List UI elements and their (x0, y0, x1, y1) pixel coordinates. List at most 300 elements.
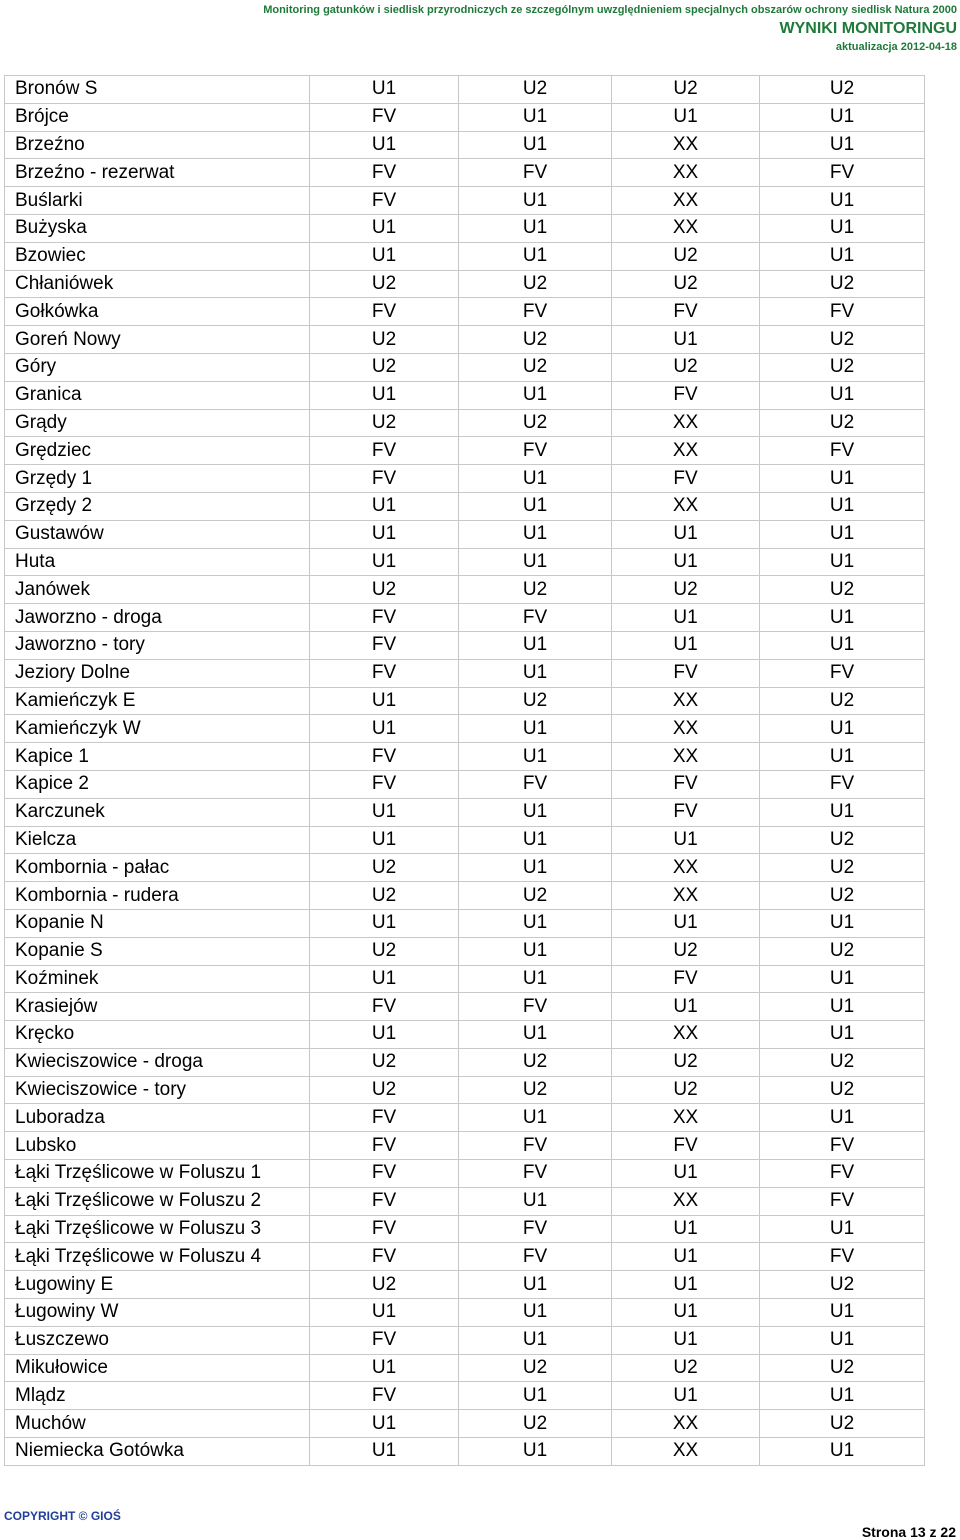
status-cell: U1 (459, 1021, 612, 1049)
status-cell: U2 (310, 270, 459, 298)
site-name-cell: Kapice 1 (5, 743, 310, 771)
table-row (5, 882, 925, 910)
status-cell: U1 (459, 715, 612, 743)
status-cell: U2 (310, 1048, 459, 1076)
status-cell: U2 (760, 326, 925, 354)
status-cell: U2 (459, 576, 612, 604)
status-cell: U2 (612, 576, 760, 604)
table-row (5, 1382, 925, 1410)
site-name-cell: Kamieńczyk W (5, 715, 310, 743)
status-cell: U1 (310, 76, 459, 104)
status-cell: XX (612, 1021, 760, 1049)
status-cell: U1 (760, 993, 925, 1021)
site-name-cell: Ługowiny W (5, 1299, 310, 1327)
site-name-cell: Niemiecka Gotówka (5, 1438, 310, 1466)
status-cell: U1 (760, 631, 925, 659)
status-cell: U1 (459, 909, 612, 937)
status-cell: U1 (459, 798, 612, 826)
status-cell: U1 (310, 242, 459, 270)
site-name-cell: Ługowiny E (5, 1271, 310, 1299)
status-cell: U2 (310, 854, 459, 882)
site-name-cell: Grędziec (5, 437, 310, 465)
status-cell: XX (612, 1187, 760, 1215)
table-row (5, 937, 925, 965)
status-cell: U1 (612, 1326, 760, 1354)
table-row (5, 409, 925, 437)
table-row (5, 1160, 925, 1188)
status-cell: FV (310, 1104, 459, 1132)
table-row (5, 548, 925, 576)
site-name-cell: Kapice 2 (5, 770, 310, 798)
status-cell: U1 (612, 993, 760, 1021)
status-cell: FV (310, 1160, 459, 1188)
status-cell: XX (612, 492, 760, 520)
table-row (5, 1438, 925, 1466)
status-cell: U1 (612, 909, 760, 937)
status-cell: XX (612, 715, 760, 743)
table-row (5, 465, 925, 493)
status-cell: U2 (760, 937, 925, 965)
status-cell: U1 (760, 131, 925, 159)
table-row (5, 159, 925, 187)
site-name-cell: Łuszczewo (5, 1326, 310, 1354)
status-cell: U1 (310, 798, 459, 826)
status-cell: XX (612, 687, 760, 715)
site-name-cell: Brójce (5, 103, 310, 131)
status-cell: FV (760, 770, 925, 798)
site-name-cell: Kombornia - rudera (5, 882, 310, 910)
status-cell: U2 (760, 1354, 925, 1382)
status-cell: U1 (459, 1326, 612, 1354)
status-cell: FV (310, 604, 459, 632)
status-cell: U1 (459, 1271, 612, 1299)
site-name-cell: Kamieńczyk E (5, 687, 310, 715)
table-row (5, 965, 925, 993)
status-cell: FV (310, 659, 459, 687)
status-cell: U2 (760, 687, 925, 715)
site-name-cell: Karczunek (5, 798, 310, 826)
site-name-cell: Grądy (5, 409, 310, 437)
status-cell: FV (760, 1160, 925, 1188)
table-row (5, 242, 925, 270)
status-cell: FV (760, 1132, 925, 1160)
status-cell: U1 (612, 548, 760, 576)
site-name-cell: Bużyska (5, 214, 310, 242)
site-name-cell: Grzędy 1 (5, 465, 310, 493)
status-cell: FV (459, 1160, 612, 1188)
status-cell: FV (310, 1326, 459, 1354)
status-cell: U2 (310, 882, 459, 910)
status-cell: U1 (310, 520, 459, 548)
status-cell: FV (310, 465, 459, 493)
table-row (5, 770, 925, 798)
site-name-cell: Goreń Nowy (5, 326, 310, 354)
status-cell: U1 (459, 187, 612, 215)
status-cell: U2 (760, 409, 925, 437)
site-name-cell: Bronów S (5, 76, 310, 104)
table-row (5, 715, 925, 743)
status-cell: FV (310, 1187, 459, 1215)
table-row (5, 659, 925, 687)
status-cell: U1 (459, 1438, 612, 1466)
status-cell: U1 (459, 465, 612, 493)
status-cell: U1 (760, 214, 925, 242)
table-row (5, 798, 925, 826)
site-name-cell: Janówek (5, 576, 310, 604)
status-cell: U1 (310, 492, 459, 520)
table-row (5, 1021, 925, 1049)
table-row (5, 1326, 925, 1354)
status-cell: FV (760, 437, 925, 465)
status-cell: U2 (612, 937, 760, 965)
table-row (5, 1104, 925, 1132)
status-cell: U1 (310, 1299, 459, 1327)
table-row (5, 687, 925, 715)
status-cell: U1 (459, 381, 612, 409)
status-cell: U1 (459, 1187, 612, 1215)
status-cell: FV (612, 298, 760, 326)
status-cell: FV (459, 437, 612, 465)
site-name-cell: Jeziory Dolne (5, 659, 310, 687)
status-cell: U1 (612, 1299, 760, 1327)
table-row (5, 270, 925, 298)
status-cell: U2 (310, 326, 459, 354)
site-name-cell: Krasiejów (5, 993, 310, 1021)
status-cell: U1 (612, 1382, 760, 1410)
status-cell: U1 (760, 798, 925, 826)
status-cell: XX (612, 854, 760, 882)
status-cell: U2 (310, 937, 459, 965)
table-row (5, 492, 925, 520)
status-cell: U1 (760, 1326, 925, 1354)
status-cell: FV (459, 770, 612, 798)
site-name-cell: Lubsko (5, 1132, 310, 1160)
status-cell: U2 (760, 353, 925, 381)
status-cell: FV (612, 965, 760, 993)
status-cell: FV (310, 103, 459, 131)
status-cell: U1 (310, 965, 459, 993)
site-name-cell: Kopanie N (5, 909, 310, 937)
status-cell: U1 (760, 242, 925, 270)
status-cell: U1 (760, 465, 925, 493)
status-cell: U1 (760, 604, 925, 632)
status-cell: FV (310, 743, 459, 771)
status-cell: FV (459, 159, 612, 187)
site-name-cell: Brzeźno (5, 131, 310, 159)
status-cell: U1 (459, 214, 612, 242)
status-cell: U2 (459, 1354, 612, 1382)
status-cell: U1 (310, 715, 459, 743)
site-name-cell: Kwieciszowice - droga (5, 1048, 310, 1076)
status-cell: U2 (459, 1076, 612, 1104)
status-cell: U1 (612, 631, 760, 659)
status-cell: U1 (760, 520, 925, 548)
status-cell: XX (612, 1438, 760, 1466)
site-name-cell: Góry (5, 353, 310, 381)
status-cell: U2 (612, 242, 760, 270)
status-cell: U2 (310, 576, 459, 604)
status-cell: U2 (310, 409, 459, 437)
status-cell: U2 (612, 1354, 760, 1382)
status-cell: U1 (459, 631, 612, 659)
table-row (5, 576, 925, 604)
header-date: aktualizacja 2012-04-18 (835, 41, 957, 53)
site-name-cell: Gustawów (5, 520, 310, 548)
site-name-cell: Buślarki (5, 187, 310, 215)
site-name-cell: Kielcza (5, 826, 310, 854)
status-cell: FV (459, 1132, 612, 1160)
site-name-cell: Chłaniówek (5, 270, 310, 298)
table-row (5, 1076, 925, 1104)
status-cell: U1 (459, 1382, 612, 1410)
status-cell: U1 (310, 131, 459, 159)
status-cell: U1 (760, 1438, 925, 1466)
status-cell: U1 (459, 1104, 612, 1132)
status-cell: XX (612, 159, 760, 187)
status-cell: U2 (612, 76, 760, 104)
site-name-cell: Huta (5, 548, 310, 576)
status-cell: FV (459, 298, 612, 326)
table-row (5, 187, 925, 215)
status-cell: FV (310, 1132, 459, 1160)
status-cell: FV (459, 1243, 612, 1271)
status-cell: U1 (459, 965, 612, 993)
status-cell: FV (310, 1215, 459, 1243)
status-cell: U2 (612, 270, 760, 298)
site-name-cell: Łąki Trzęślicowe w Foluszu 3 (5, 1215, 310, 1243)
site-name-cell: Kręcko (5, 1021, 310, 1049)
status-cell: U1 (310, 909, 459, 937)
status-cell: U1 (612, 326, 760, 354)
status-cell: U2 (760, 1410, 925, 1438)
status-cell: U1 (310, 1438, 459, 1466)
site-name-cell: Mlądz (5, 1382, 310, 1410)
status-cell: U2 (459, 326, 612, 354)
site-name-cell: Grzędy 2 (5, 492, 310, 520)
status-cell: U1 (310, 826, 459, 854)
site-name-cell: Jaworzno - tory (5, 631, 310, 659)
status-cell: U1 (760, 1299, 925, 1327)
table-row (5, 520, 925, 548)
status-cell: U1 (310, 1410, 459, 1438)
status-cell: FV (612, 770, 760, 798)
table-row (5, 1354, 925, 1382)
site-name-cell: Granica (5, 381, 310, 409)
status-cell: U1 (612, 520, 760, 548)
table-row (5, 353, 925, 381)
status-cell: U1 (612, 1160, 760, 1188)
status-cell: U1 (310, 1354, 459, 1382)
status-cell: U2 (310, 353, 459, 381)
status-cell: FV (459, 993, 612, 1021)
status-cell: XX (612, 743, 760, 771)
status-cell: FV (612, 659, 760, 687)
table-row (5, 993, 925, 1021)
site-name-cell: Brzeźno - rezerwat (5, 159, 310, 187)
status-cell: FV (612, 381, 760, 409)
status-cell: U1 (760, 381, 925, 409)
status-cell: U1 (459, 131, 612, 159)
status-cell: U1 (760, 715, 925, 743)
table-row (5, 1187, 925, 1215)
status-cell: FV (760, 1243, 925, 1271)
status-cell: XX (612, 409, 760, 437)
status-cell: U2 (612, 1048, 760, 1076)
status-cell: XX (612, 131, 760, 159)
results-table-body (5, 76, 925, 1466)
table-row (5, 298, 925, 326)
status-cell: FV (310, 298, 459, 326)
status-cell: FV (760, 659, 925, 687)
table-row (5, 826, 925, 854)
status-cell: FV (612, 798, 760, 826)
status-cell: U2 (310, 1076, 459, 1104)
table-row (5, 1410, 925, 1438)
status-cell: FV (310, 770, 459, 798)
status-cell: U2 (760, 576, 925, 604)
status-cell: U2 (459, 687, 612, 715)
table-row (5, 1215, 925, 1243)
table-row (5, 604, 925, 632)
table-row (5, 131, 925, 159)
copyright-text: COPYRIGHT © GIOŚ (4, 1509, 121, 1523)
status-cell: FV (612, 1132, 760, 1160)
status-cell: U1 (612, 1215, 760, 1243)
status-cell: U1 (760, 965, 925, 993)
table-row (5, 1243, 925, 1271)
table-row (5, 743, 925, 771)
status-cell: U1 (760, 103, 925, 131)
site-name-cell: Muchów (5, 1410, 310, 1438)
site-name-cell: Kombornia - pałac (5, 854, 310, 882)
status-cell: FV (310, 437, 459, 465)
status-cell: U1 (459, 854, 612, 882)
status-cell: U1 (459, 937, 612, 965)
status-cell: XX (612, 1410, 760, 1438)
site-name-cell: Łąki Trzęślicowe w Foluszu 1 (5, 1160, 310, 1188)
status-cell: U2 (612, 353, 760, 381)
table-row (5, 631, 925, 659)
status-cell: U1 (760, 548, 925, 576)
table-row (5, 1132, 925, 1160)
status-cell: U1 (310, 381, 459, 409)
status-cell: U2 (760, 270, 925, 298)
status-cell: U1 (310, 1021, 459, 1049)
status-cell: U2 (459, 270, 612, 298)
status-cell: U1 (459, 492, 612, 520)
page-number: Strona 13 z 22 (861, 1524, 956, 1540)
status-cell: FV (459, 1215, 612, 1243)
site-name-cell: Łąki Trzęślicowe w Foluszu 4 (5, 1243, 310, 1271)
status-cell: XX (612, 437, 760, 465)
status-cell: FV (310, 159, 459, 187)
status-cell: U2 (760, 882, 925, 910)
status-cell: U2 (760, 826, 925, 854)
status-cell: U2 (310, 1271, 459, 1299)
site-name-cell: Gołkówka (5, 298, 310, 326)
status-cell: U1 (459, 242, 612, 270)
site-name-cell: Kwieciszowice - tory (5, 1076, 310, 1104)
status-cell: U1 (760, 909, 925, 937)
site-name-cell: Mikułowice (5, 1354, 310, 1382)
status-cell: U1 (459, 103, 612, 131)
status-cell: XX (612, 882, 760, 910)
site-name-cell: Koźminek (5, 965, 310, 993)
status-cell: XX (612, 187, 760, 215)
status-cell: U1 (612, 1243, 760, 1271)
status-cell: U1 (612, 103, 760, 131)
status-cell: U2 (760, 1048, 925, 1076)
status-cell: U1 (310, 214, 459, 242)
site-name-cell: Jaworzno - droga (5, 604, 310, 632)
status-cell: U1 (310, 548, 459, 576)
status-cell: U2 (760, 854, 925, 882)
status-cell: U1 (459, 826, 612, 854)
site-name-cell: Bzowiec (5, 242, 310, 270)
table-row (5, 1299, 925, 1327)
status-cell: U2 (459, 409, 612, 437)
status-cell: U1 (760, 492, 925, 520)
site-name-cell: Luboradza (5, 1104, 310, 1132)
status-cell: FV (760, 1187, 925, 1215)
status-cell: U1 (760, 187, 925, 215)
status-cell: U1 (459, 1299, 612, 1327)
status-cell: U2 (760, 1271, 925, 1299)
status-cell: U1 (760, 1104, 925, 1132)
results-table (4, 75, 925, 1466)
table-row (5, 214, 925, 242)
status-cell: FV (310, 1382, 459, 1410)
status-cell: U1 (760, 1215, 925, 1243)
status-cell: FV (310, 993, 459, 1021)
table-row (5, 381, 925, 409)
status-cell: U2 (459, 76, 612, 104)
header-title: WYNIKI MONITORINGU (779, 20, 957, 37)
status-cell: U2 (459, 882, 612, 910)
status-cell: U1 (459, 659, 612, 687)
status-cell: U1 (310, 687, 459, 715)
table-row (5, 326, 925, 354)
status-cell: U1 (760, 1021, 925, 1049)
site-name-cell: Łąki Trzęślicowe w Foluszu 2 (5, 1187, 310, 1215)
status-cell: U1 (459, 548, 612, 576)
table-row (5, 1271, 925, 1299)
status-cell: FV (310, 631, 459, 659)
status-cell: U2 (760, 1076, 925, 1104)
status-cell: U1 (612, 604, 760, 632)
table-row (5, 103, 925, 131)
status-cell: U1 (612, 826, 760, 854)
status-cell: U2 (612, 1076, 760, 1104)
site-name-cell: Kopanie S (5, 937, 310, 965)
status-cell: FV (310, 187, 459, 215)
status-cell: U2 (760, 76, 925, 104)
table-row (5, 909, 925, 937)
table-row (5, 854, 925, 882)
table-row (5, 1048, 925, 1076)
status-cell: U2 (459, 1410, 612, 1438)
status-cell: U1 (760, 743, 925, 771)
status-cell: U2 (459, 1048, 612, 1076)
table-row (5, 76, 925, 104)
status-cell: FV (459, 604, 612, 632)
status-cell: U1 (459, 743, 612, 771)
status-cell: U1 (760, 1382, 925, 1410)
status-cell: U1 (612, 1271, 760, 1299)
header-subtitle: Monitoring gatunków i siedlisk przyrodniczych ze szczególnym uwzględnieniem specjalnych obszarów ochrony siedlisk Natura 2000 (263, 4, 957, 16)
status-cell: XX (612, 1104, 760, 1132)
status-cell: U2 (459, 353, 612, 381)
